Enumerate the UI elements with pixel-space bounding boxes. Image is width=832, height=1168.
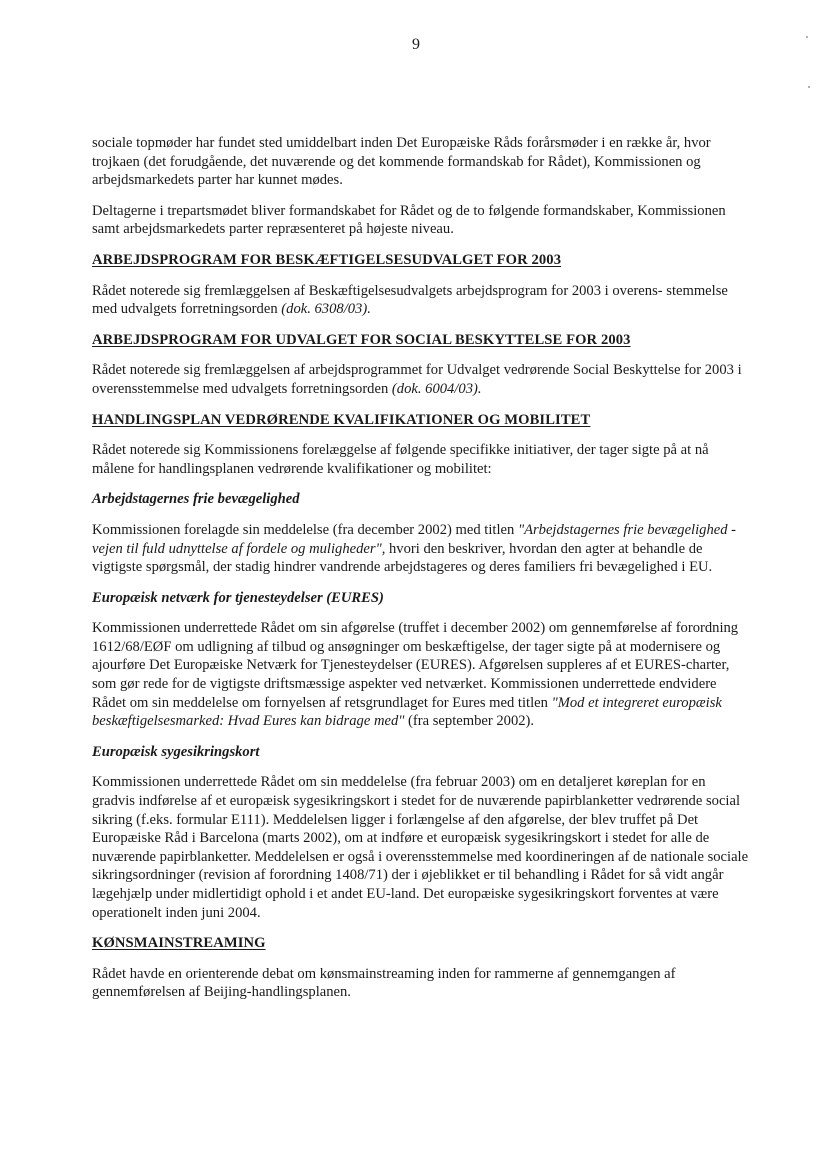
scan-speck [806, 36, 808, 38]
page-number: 9 [412, 36, 420, 53]
heading-handlingsplan: HANDLINGSPLAN VEDRØRENDE KVALIFIKATIONER OG MOBILITET [92, 411, 591, 428]
paragraph-s2-text: Rådet noterede sig fremlæggelsen af arbejdsprogrammet for Udvalget vedrørende Social Beskyttelse for 2003 i overensstemmelse med udvalgets forretningsorden [92, 362, 742, 397]
paragraph-koensmainstreaming: Rådet havde en orienterende debat om kønsmainstreaming inden for rammerne af gennemgangen af gennemførelsen af Beijing-handlingsplanen. [92, 965, 676, 1001]
subheading-fri-bevaegelighed: Arbejdstagernes frie bevægelighed [92, 491, 300, 508]
paragraph-fri-bevaegelighed [92, 521, 752, 577]
paragraph-eures [92, 619, 752, 731]
document-reference: (dok. 6308/03). [281, 301, 371, 318]
subheading-eures: Europæisk netværk for tjenesteydelser (EURES) [92, 589, 384, 606]
heading-beskaeftigelsesudvalget: ARBEJDSPROGRAM FOR BESKÆFTIGELSESUDVALGET FOR 2003 [92, 251, 562, 268]
paragraph-intro-2: Deltagerne i trepartsmødet bliver formandskabet for Rådet og de to følgende formandskaber, Kommissionen samt arbejdsmarkedets parter repræsenteret på højeste niveau. [92, 202, 726, 238]
document-reference: (dok. 6004/03). [391, 380, 482, 397]
heading-koensmainstreaming: KØNSMAINSTREAMING [92, 935, 266, 952]
heading-social-beskyttelse: ARBEJDSPROGRAM FOR UDVALGET FOR SOCIAL BESKYTTELSE FOR 2003 [92, 331, 631, 348]
quoted-title: "Mod et integreret europæisk beskæftigelsesmarked: Hvad Eures kan bidrage med" [92, 694, 722, 730]
paragraph-text: (fra september 2002). [404, 713, 535, 730]
paragraph-s3-intro: Rådet noterede sig Kommissionens forelæggelse af følgende specifikke initiativer, der tager sigte på at nå målene for handlingsplanen vedrørende kvalifikationer og mobilitet: [92, 442, 709, 477]
paragraph-sygesikringskort: Kommissionen underrettede Rådet om sin meddelelse (fra februar 2003) om en detaljeret køreplan for en gradvis indførelse af et europæisk sygesikringskort i stedet for de nuværende papirblanketter vedrørende social sikring (f.eks. formular E111). Meddelelsen ligger i forlængelse af den afgørelse, der blev truffet på Det Europæiske Råd i Barcelona (marts 2002), om at indføre et europæisk sygesikringskort i stedet for alle de nuværende papirblanketter. Meddelelsen er også i overensstemmelse med koordineringen af de nationale sociale sikringsordninger (revision af forordning 1408/71) der i øjeblikket er til behandling i Rådet for så vidt angår lægehjælp under midlertidigt ophold i et andet EU-land. Det europæiske sygesikringskort forventes at være operationelt inden juni 2004. [92, 774, 749, 921]
paragraph-text: , hvori den beskriver, hvordan den agter at behandle de vigtigste spørgsmål, der stadig hindrer vandrende arbejdstageres og deres familiers fri bevægelighed i EU. [92, 540, 713, 576]
paragraph-s1 [92, 282, 752, 319]
document-body [92, 134, 752, 1014]
paragraph-text: Kommissionen forelagde sin meddelelse (fra december 2002) med titlen [92, 521, 515, 538]
subheading-sygesikringskort: Europæisk sygesikringskort [92, 743, 260, 760]
scan-speck [808, 86, 810, 88]
paragraph-intro-1: sociale topmøder har fundet sted umiddelbart inden Det Europæiske Råds forårsmøder i en række år, hvor trojkaen (det forudgående, det nuværende og det kommende formandskab for Rådet), Kommissionen og arbejdsmarkedets parter har kunnet mødes. [92, 135, 711, 189]
quoted-title: "Arbejdstagernes frie bevægelighed - vejen til fuld udnyttelse af fordele og muligheder" [92, 521, 737, 557]
paragraph-s1-text: Rådet noterede sig fremlæggelsen af Beskæftigelsesudvalgets arbejdsprogram for 2003 i overens- stemmelse med udvalgets forretningsorden [92, 282, 728, 318]
paragraph-text: Kommissionen underrettede Rådet om sin afgørelse (truffet i december 2002) om gennemførelse af forordning 1612/68/EØF om udligning af tilbud og ansøgninger om beskæftigelse, der tager sigte på at modernisere og ajourføre Det Europæiske Netværk for Tjenesteydelser (EURES). Afgørelsen suppleres af et EURES-charter, som gør rede for de vigtigste driftsmæssige aspekter ved netværket. Kommissionen underrettede endvidere Rådet om sin meddelelse om fornyelsen af retsgrundlaget for Eures med titlen [92, 620, 739, 711]
paragraph-s2 [92, 361, 752, 398]
